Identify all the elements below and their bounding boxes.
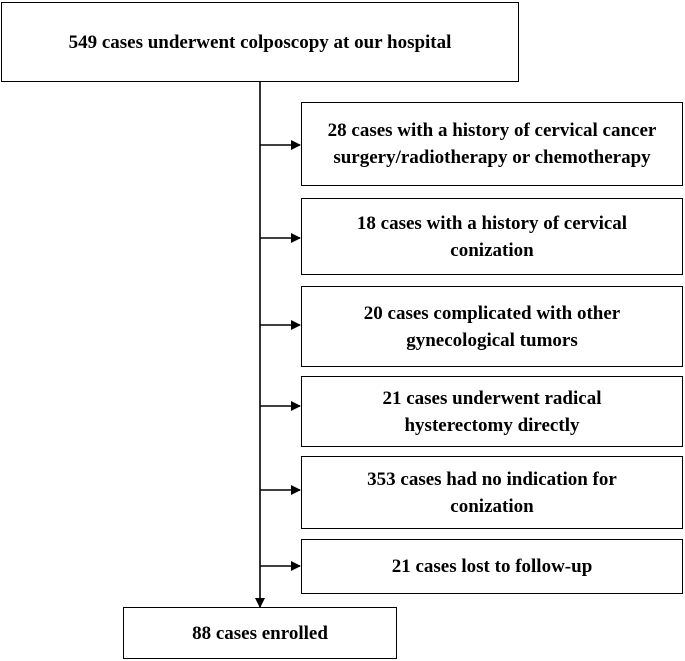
exclusion-box-3-line1: 20 cases complicated with other xyxy=(363,302,621,324)
exclusion-box-6 xyxy=(301,539,683,594)
exclusion-box-1-text xyxy=(328,117,657,171)
exclusion-box-5-line1: 353 cases had no indication for xyxy=(367,468,617,490)
end-box-text: 88 cases enrolled xyxy=(192,622,328,644)
exclusion-box-3 xyxy=(301,286,683,367)
end-box xyxy=(123,607,397,659)
exclusion-box-1-line2: surgery/radiotherapy or chemotherapy xyxy=(333,147,651,168)
start-box xyxy=(1,2,519,82)
exclusion-box-5 xyxy=(301,456,683,529)
start-box-text: 549 cases underwent colposcopy at our hospital xyxy=(68,31,452,53)
exclusion-box-1 xyxy=(301,102,683,186)
exclusion-box-4-line1: 21 cases underwent radical xyxy=(382,387,602,409)
exclusion-box-2-text xyxy=(357,210,627,264)
exclusion-box-1-line1: 28 cases with a history of cervical cancer xyxy=(327,120,657,141)
exclusion-box-5-line2: conization xyxy=(450,495,534,517)
exclusion-box-6-line1: 21 cases lost to follow-up xyxy=(391,556,593,577)
exclusion-box-2 xyxy=(301,198,683,275)
exclusion-box-3-line2: gynecological tumors xyxy=(406,329,578,351)
exclusion-box-5-text xyxy=(367,466,617,520)
exclusion-box-6-text xyxy=(392,553,593,580)
exclusion-box-2-line1: 18 cases with a history of cervical xyxy=(356,212,628,234)
exclusion-box-2-line2: conization xyxy=(450,239,534,261)
exclusion-box-3-text xyxy=(364,300,620,354)
exclusion-box-4-text xyxy=(382,385,601,439)
exclusion-box-4-line2: hysterectomy directly xyxy=(404,414,580,436)
exclusion-box-4 xyxy=(301,376,683,447)
